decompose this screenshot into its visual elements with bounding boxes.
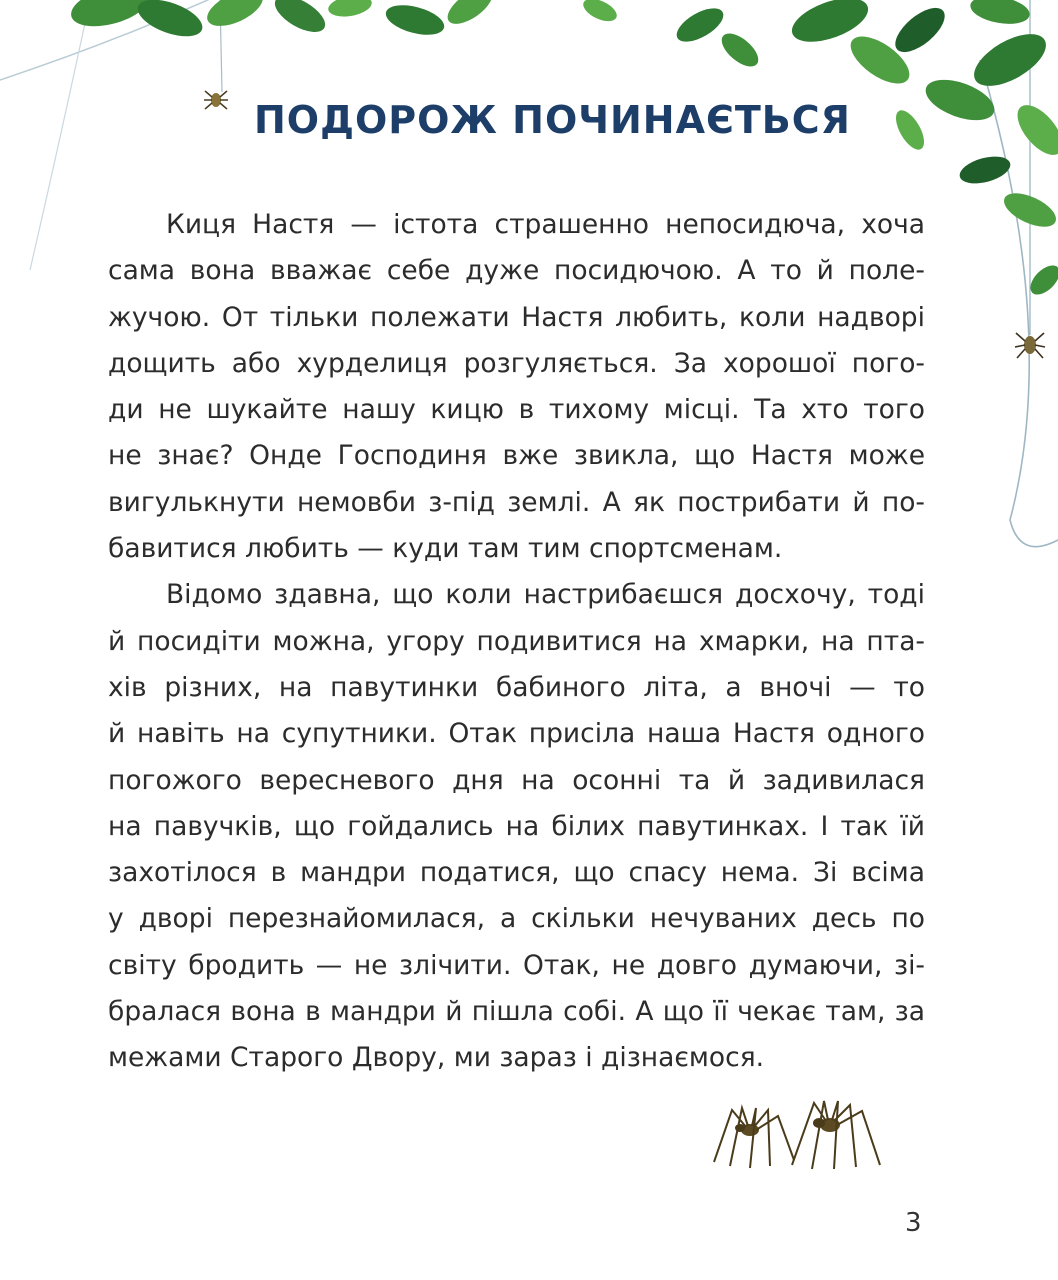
text-line: Киця Настя — істота страшенно непосидюча, хоча <box>166 209 925 240</box>
text-line: сама вона вважає себе дуже посидючою. А то й поле- <box>108 255 925 287</box>
text-line: жучою. От тільки полежати Настя любить, коли надворі <box>108 301 925 333</box>
web-thread-left <box>0 0 230 80</box>
text-line: у дворі перезнайомилася, а скільки нечуваних десь по <box>108 903 925 935</box>
page-number: 3 <box>905 1208 922 1238</box>
web-thread-right <box>980 60 1058 547</box>
text-line: Відомо здавна, що коли настрибаєшся досхочу, тоді <box>166 579 925 611</box>
text-line: ди не шукайте нашу кицю в тихому місці. Та хто того <box>108 394 925 426</box>
text-line: світу бродить — не злічити. Отак, не довго думаючи, зі- <box>108 949 925 981</box>
text-line: захотілося в мандри податися, що спасу нема. Зі всіма <box>108 857 925 889</box>
web-thread-top <box>220 0 222 92</box>
chapter-title: ПОДОРОЖ ПОЧИНАЄТЬСЯ <box>254 98 851 142</box>
text-line: не знає? Онде Господиня вже звикла, що Настя може <box>108 440 925 472</box>
paragraph-1 <box>108 202 925 572</box>
text-line: межами Старого Двору, ми зараз і дізнаємося. <box>108 1042 765 1074</box>
chapter-text <box>108 202 925 1082</box>
text-line: на павучків, що гойдались на білих павутинках. І так їй <box>108 810 925 842</box>
text-line: дощить або хурделиця розгуляється. За хорошої пого- <box>108 347 925 379</box>
text-line: й навіть на супутники. Отак присіла наша Настя одного <box>108 718 925 750</box>
spider-icon-bottom-right <box>792 1101 880 1169</box>
spider-icon-title <box>204 91 228 109</box>
text-line: бралася вона в мандри й пішла собі. А що її чекає там, за <box>108 996 925 1028</box>
text-line: й посидіти можна, угору подивитися на хмарки, на пта- <box>108 625 925 657</box>
spider-icon-right <box>1015 333 1045 358</box>
text-line: хів різних, на павутинки бабиного літа, а вночі — то <box>108 671 925 703</box>
spider-icon-bottom-left <box>714 1108 794 1168</box>
leaves-top <box>67 0 764 73</box>
web-thread-left-2 <box>30 0 90 270</box>
text-line: погожого вересневого дня на осонні та й задивилася <box>108 764 925 796</box>
paragraph-2 <box>108 572 925 1081</box>
text-line: бавитися любить — куди там тим спортсменам. <box>108 533 783 565</box>
text-line: вигулькнути немовби з-під землі. А як пострибати й по- <box>108 486 925 518</box>
